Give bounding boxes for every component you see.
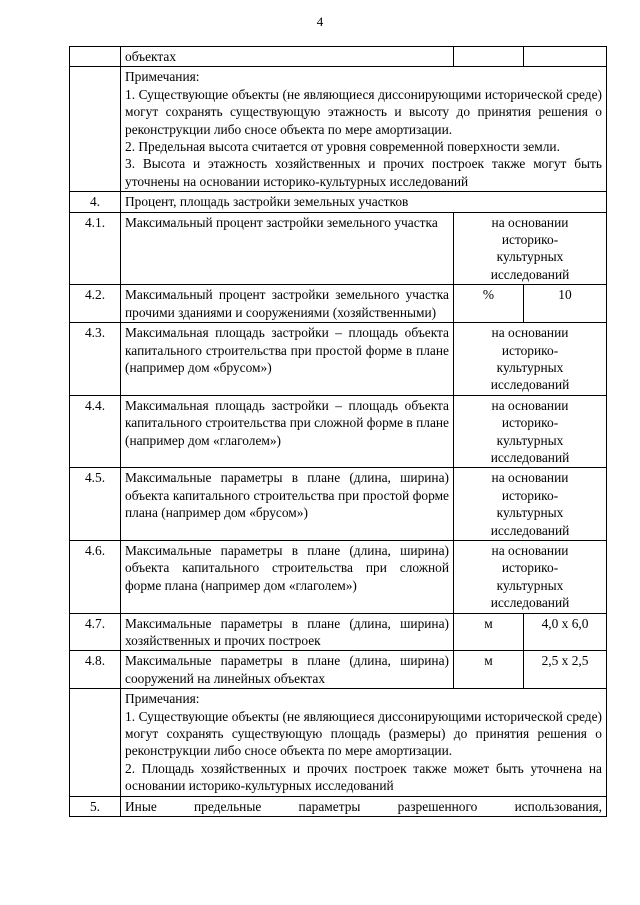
row-value: на основании историко-культурных исследований <box>454 395 607 468</box>
row-description: Максимальные параметры в плане (длина, ширина) объекта капитального строительства при сложной форме плана (например дом «глаголем») <box>121 540 454 613</box>
section-row <box>70 192 607 212</box>
table-row <box>70 468 607 541</box>
notes-row <box>70 689 607 796</box>
table-row <box>70 285 607 323</box>
notes-title: Примечания: <box>125 691 200 707</box>
row-unit <box>454 47 524 67</box>
notes-row <box>70 67 607 192</box>
row-description: Максимальные параметры в плане (длина, ширина) объекта капитального строительства при простой форме плана (например дом «брусом») <box>121 468 454 541</box>
row-description: Максимальные параметры в плане (длина, ширина) сооружений на линейных объектах <box>121 651 454 689</box>
row-description: Максимальная площадь застройки – площадь объекта капитального строительства при сложной форме в плане (например дом «глаголем») <box>121 395 454 468</box>
row-number <box>70 689 121 796</box>
row-value: на основании историко-культурных исследований <box>454 468 607 541</box>
row-description: Максимальная площадь застройки – площадь объекта капитального строительства при простой форме в плане (например дом «брусом») <box>121 323 454 396</box>
row-unit: % <box>454 285 524 323</box>
note-paragraph: 1. Существующие объекты (не являющиеся диссонирующими исторической среде) могут сохранять существующую этажность и высоту до принятия решения о реконструкции либо сносе объекта по мере амортизации. <box>125 86 602 137</box>
table-row <box>70 651 607 689</box>
row-description: Максимальный процент застройки земельного участка <box>121 212 454 285</box>
table-row <box>70 613 607 651</box>
table-row <box>70 212 607 285</box>
row-number: 4. <box>70 192 121 212</box>
notes-block <box>121 67 607 192</box>
row-value: 4,0 х 6,0 <box>524 613 607 651</box>
row-description: Максимальный процент застройки земельного участка прочими зданиями и сооружениями (хозяйственными) <box>121 285 454 323</box>
table-row <box>70 540 607 613</box>
section-title: Процент, площадь застройки земельных участков <box>121 192 607 212</box>
row-number: 4.2. <box>70 285 121 323</box>
notes-block <box>121 689 607 796</box>
row-value: на основании историко-культурных исследований <box>454 540 607 613</box>
row-description: Иные предельные параметры разрешенного использования, <box>121 796 607 816</box>
table-row <box>70 47 607 67</box>
row-number: 4.3. <box>70 323 121 396</box>
page-number: 4 <box>316 14 324 29</box>
row-number <box>70 47 121 67</box>
regulations-table <box>69 46 607 817</box>
row-number: 4.5. <box>70 468 121 541</box>
row-value <box>524 47 607 67</box>
row-value: на основании историко-культурных исследований <box>454 212 607 285</box>
row-value: 2,5 х 2,5 <box>524 651 607 689</box>
row-number: 4.4. <box>70 395 121 468</box>
row-number: 4.8. <box>70 651 121 689</box>
row-number: 4.1. <box>70 212 121 285</box>
notes-title: Примечания: <box>125 69 200 85</box>
row-value: 10 <box>524 285 607 323</box>
row-number <box>70 67 121 192</box>
note-paragraph: 2. Площадь хозяйственных и прочих построек также может быть уточнена на основании историко-культурных исследований <box>125 760 602 794</box>
table-row <box>70 395 607 468</box>
row-number: 4.7. <box>70 613 121 651</box>
row-number: 4.6. <box>70 540 121 613</box>
row-value: на основании историко-культурных исследований <box>454 323 607 396</box>
row-number: 5. <box>70 796 121 816</box>
row-description: Максимальные параметры в плане (длина, ширина) хозяйственных и прочих построек <box>121 613 454 651</box>
row-unit: м <box>454 613 524 651</box>
table-row <box>70 323 607 396</box>
note-paragraph: 2. Предельная высота считается от уровня современной поверхности земли. <box>125 139 560 155</box>
table-row <box>70 796 607 816</box>
row-description: объектах <box>121 47 454 67</box>
note-paragraph: 1. Существующие объекты (не являющиеся диссонирующими исторической среде) могут сохранять существующую площадь (размеры) до принятия решения о реконструкции либо сносе объекта по мере амортизации. <box>125 708 602 759</box>
note-paragraph: 3. Высота и этажность хозяйственных и прочих построек также могут быть уточнены на основании историко-культурных исследований <box>125 156 602 189</box>
row-unit: м <box>454 651 524 689</box>
